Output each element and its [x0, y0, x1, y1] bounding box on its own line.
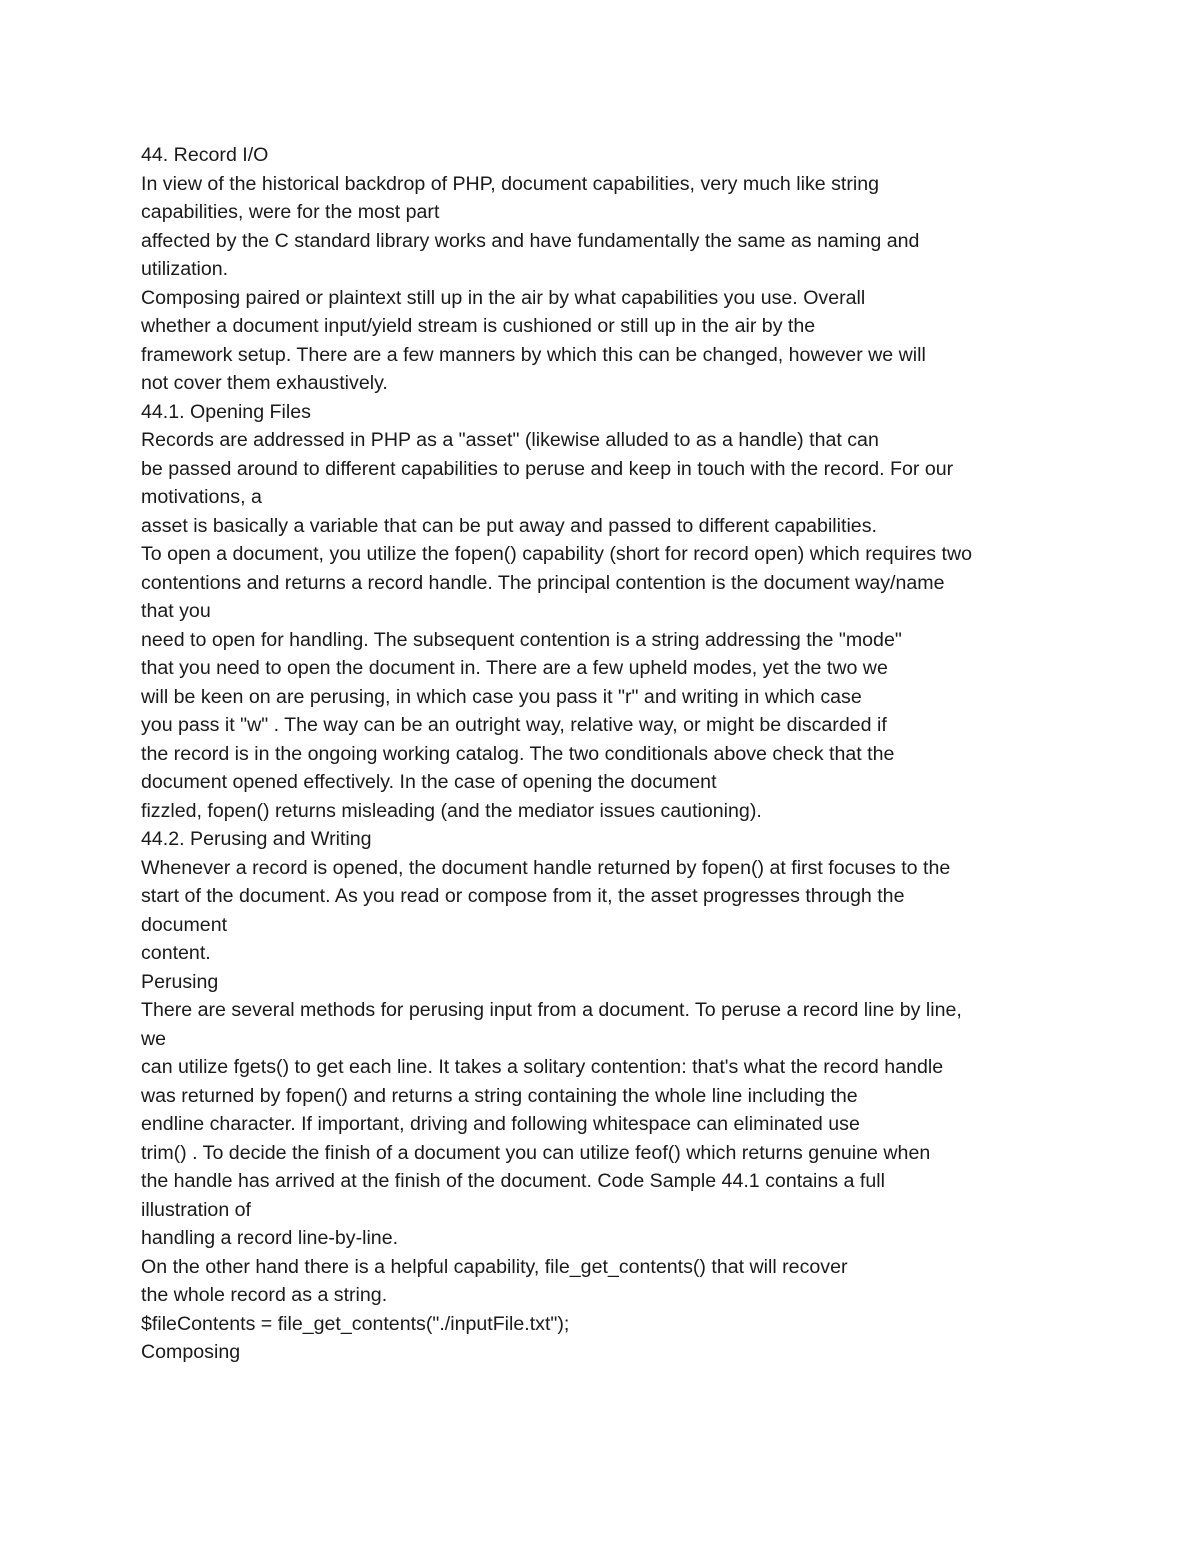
text-line: was returned by fopen() and returns a string containing the whole line including the [141, 1084, 858, 1107]
text-line: illustration of [141, 1198, 251, 1221]
text-line: To open a document, you utilize the fopen() capability (short for record open) which requires two [141, 543, 972, 565]
text-line: $fileContents = file_get_contents("./inputFile.txt"); [141, 1312, 570, 1335]
text-line: we [141, 1027, 167, 1050]
text-line: Records are addressed in PHP as a "asset" (likewise alluded to as a handle) that can [141, 429, 879, 451]
text-line: Composing [141, 1341, 241, 1363]
text-line: content. [141, 942, 211, 964]
text-line: fizzled, fopen() returns misleading (and the mediator issues cautioning). [141, 799, 762, 822]
text-line: affected by the C standard library works and have fundamentally the same as naming and [141, 229, 920, 252]
text-line: There are several methods for perusing input from a document. To peruse a record line by line, [141, 999, 962, 1021]
text-line: handling a record line-by-line. [141, 1227, 399, 1249]
text-line: Whenever a record is opened, the document handle returned by fopen() at first focuses to the [141, 856, 951, 879]
text-line: 44. Record I/O [141, 144, 269, 166]
text-line: whether a document input/yield stream is cushioned or still up in the air by the [141, 315, 816, 337]
text-line: framework setup. There are a few manners by which this can be changed, however we will [141, 343, 926, 366]
text-line: can utilize fgets() to get each line. It takes a solitary contention: that's what the record handle [141, 1056, 944, 1078]
text-line: asset is basically a variable that can be put away and passed to different capabilities. [141, 514, 877, 537]
text-line: document opened effectively. In the case of opening the document [141, 771, 717, 793]
text-line: will be keen on are perusing, in which case you pass it "r" and writing in which case [141, 685, 862, 708]
text-line: need to open for handling. The subsequent contention is a string addressing the "mode" [141, 628, 902, 651]
text-line: start of the document. As you read or compose from it, the asset progresses through the [141, 885, 905, 907]
text-line: that you need to open the document in. There are a few upheld modes, yet the two we [141, 657, 888, 679]
text-line: the whole record as a string. [141, 1284, 388, 1306]
text-line: On the other hand there is a helpful capability, file_get_contents() that will recover [141, 1255, 848, 1278]
text-line: 44.2. Perusing and Writing [141, 828, 372, 850]
text-line: be passed around to different capabilities to peruse and keep in touch with the record. For our [141, 457, 954, 480]
text-line: trim() . To decide the finish of a document you can utilize feof() which returns genuine when [141, 1141, 931, 1164]
text-line: the record is in the ongoing working catalog. The two conditionals above check that the [141, 742, 895, 765]
text-line: Composing paired or plaintext still up in the air by what capabilities you use. Overall [141, 286, 866, 309]
text-line: capabilities, were for the most part [141, 201, 440, 223]
text-line: motivations, a [141, 486, 262, 508]
text-line: not cover them exhaustively. [141, 372, 388, 394]
text-line: In view of the historical backdrop of PHP, document capabilities, very much like string [141, 172, 880, 195]
text-line: utilization. [141, 258, 229, 280]
text-line: document [141, 913, 228, 936]
text-line: endline character. If important, driving and following whitespace can eliminated use [141, 1113, 860, 1135]
text-line: the handle has arrived at the finish of the document. Code Sample 44.1 contains a full [141, 1170, 885, 1192]
text-line: you pass it "w" . The way can be an outright way, relative way, or might be discarded if [141, 714, 887, 736]
document-body [141, 141, 1141, 1367]
text-line: Perusing [141, 970, 219, 993]
text-line: contentions and returns a record handle. The principal contention is the document way/name [141, 571, 945, 594]
text-line: that you [141, 600, 211, 622]
text-line: 44.1. Opening Files [141, 400, 311, 423]
